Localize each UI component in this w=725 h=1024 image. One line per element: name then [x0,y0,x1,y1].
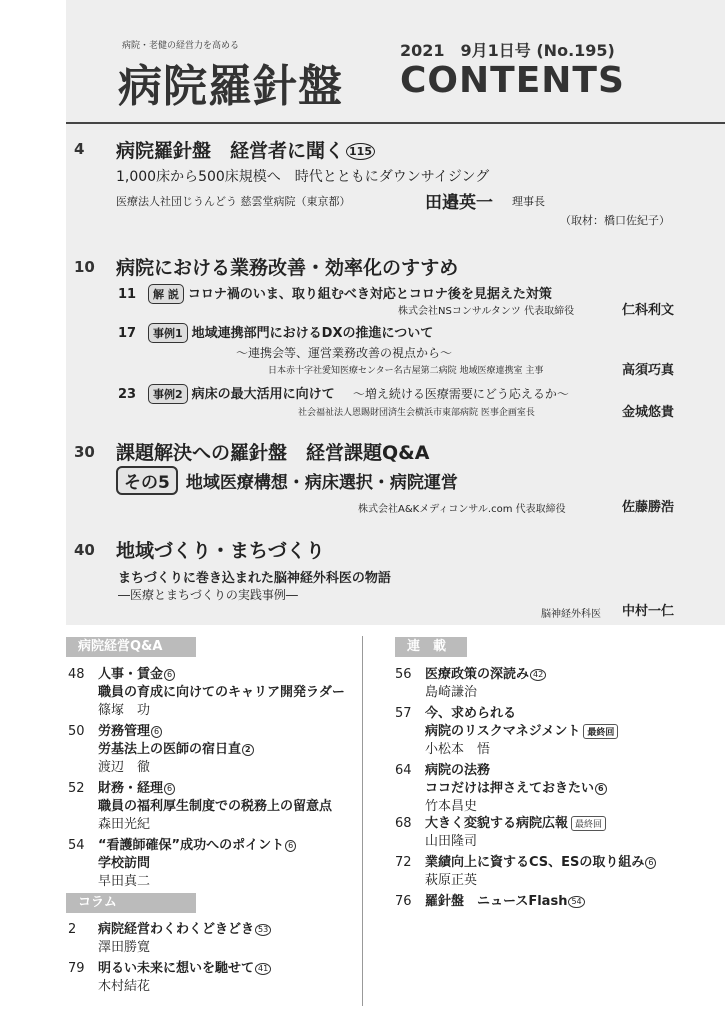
list-item-line2: 職員の福利厚生制度での税務上の留意点 [98,799,333,814]
list-item-author: 島崎謙治 [425,685,478,700]
feature-author: 中村一仁 [622,604,675,619]
list-item-line2: 労基法上の医師の宿日直 2 [98,738,254,757]
feature-title[interactable]: 課題解決への羅針盤 経営課題Q&A [116,442,430,464]
feature-page-number: 4 [74,140,85,158]
list-item[interactable]: 56 医療政策の深読み 42 [395,663,546,682]
feature-title[interactable]: 病院羅針盤 経営者に聞く 115 [116,136,375,163]
feature-author: 佐藤勝浩 [622,500,675,515]
feature-title[interactable]: 地域づくり・まちづくり [116,540,325,562]
list-item[interactable]: 54 “看護師確保”成功へのポイント 6 [68,834,296,853]
article-org: 社会福祉法人恩賜財団済生会横浜市東部病院 医事企画室長 [298,408,535,418]
list-item-line2: 職員の育成に向けてのキャリア開発ラダー [98,685,345,700]
issue-info: 2021 9月1日号 (No.195) [400,41,615,60]
column-divider [362,636,363,1006]
list-item[interactable]: 76 羅針盤 ニュースFlash 54 [395,890,585,909]
article-subtitle: ～連携会等、運営業務改善の視点から～ [236,346,453,360]
list-item-author: 小松本 悟 [425,742,491,757]
list-item[interactable]: 79 明るい未来に想いを馳せて 41 [68,957,271,976]
contents-heading: CONTENTS [400,60,625,101]
list-item-author: 竹本昌史 [425,799,478,814]
list-item-author: 早田真二 [98,874,151,889]
list-item-author: 山田隆司 [425,834,478,849]
article-title[interactable]: 11 解 説 コロナ禍のいま、取り組むべき対応とコロナ後を見据えた対策 [118,283,552,304]
feature-org: 医療法人社団じうんどう 慈雲堂病院（東京都） [116,195,351,208]
list-item[interactable]: 2 病院経営わくわくどきどき 53 [68,918,271,937]
list-item-author: 森田光紀 [98,817,151,832]
article-title[interactable]: 23 事例2 病床の最大活用に向けて ～増え続ける医療需要にどう応えるか～ [118,383,569,404]
feature-page-number: 40 [74,541,95,559]
header-divider [66,122,725,124]
list-item-author: 澤田勝寛 [98,940,151,955]
list-item-line2: ココだけは押さえておきたい 6 [425,777,607,796]
section-heading-column: コラム [66,893,196,913]
section-heading-qa: 病院経営Q&A [66,637,196,657]
list-item-line2: 病院のリスクマネジメント 最終回 [425,720,618,739]
list-item[interactable]: 68 大きく変貌する病院広報 最終回 [395,812,606,831]
section-heading-serial: 連 載 [395,637,467,657]
feature-page-number: 30 [74,443,95,461]
article-author: 高須巧真 [622,363,675,378]
list-item-author: 萩原正英 [425,873,478,888]
feature-interviewer: （取材：橋口佐紀子） [560,214,670,227]
feature-author-role: 理事長 [512,195,545,208]
magazine-title: 病院羅針盤 [118,61,343,112]
feature-subtitle: 1,000床から500床規模へ 時代とともにダウンサイジング [116,169,490,185]
list-item[interactable]: 50 労務管理 6 [68,720,162,739]
article-author: 仁科利文 [622,303,675,318]
feature-org: 株式会社A&Kメディコンサル.com 代表取締役 [358,504,566,515]
feature-org: 脳神経外科医 [541,609,601,620]
feature-subtitle: その5 地域医療構想・病床選択・病院運営 [116,466,458,495]
list-item-author: 渡辺 徹 [98,760,151,775]
list-item[interactable]: 64 病院の法務 [395,763,491,778]
feature-page-number: 10 [74,258,95,276]
article-org: 株式会社NSコンサルタンツ 代表取締役 [398,306,575,317]
feature-subtitle: まちづくりに巻き込まれた脳神経外科医の物語 [118,571,391,586]
list-item[interactable]: 72 業績向上に資するCS、ESの取り組み 6 [395,851,656,870]
list-item[interactable]: 57 今、求められる [395,706,517,721]
article-author: 金城悠貴 [622,405,675,420]
feature-subtitle-2: ―医療とまちづくりの実践事例― [118,588,298,602]
list-item-author: 篠塚 功 [98,703,151,718]
list-item[interactable]: 48 人事・賃金 6 [68,663,175,682]
list-item[interactable]: 52 財務・経理 6 [68,777,175,796]
tagline: 病院・老健の経営力を高める [122,41,240,51]
feature-author: 田邉英一 [425,193,493,213]
list-item-author: 木村結花 [98,979,151,994]
feature-title[interactable]: 病院における業務改善・効率化のすすめ [116,257,459,279]
article-org: 日本赤十字社愛知医療センター名古屋第二病院 地域医療連携室 主事 [268,366,544,376]
list-item-line2: 学校訪問 [98,856,151,871]
article-title[interactable]: 17 事例1 地域連携部門におけるDXの推進について [118,322,433,343]
